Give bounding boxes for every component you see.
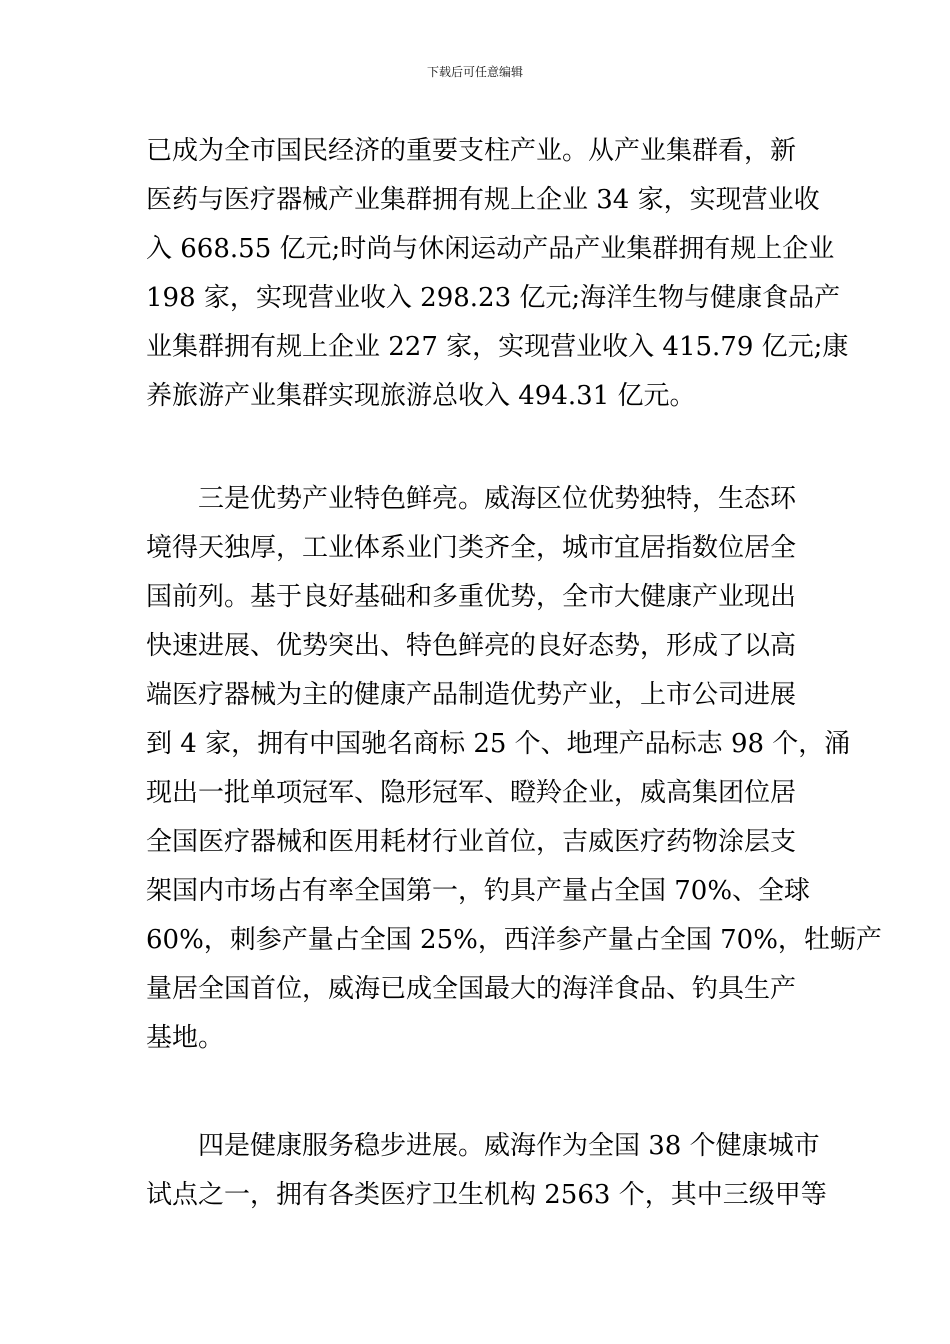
paragraph-health-services <box>146 1122 827 1220</box>
text-line: 快速进展、优势突出、特色鲜亮的良好态势，形成了以高 <box>146 631 797 661</box>
text-line: 业集群拥有规上企业 227 家，实现营业收入 415.79 亿元;康 <box>146 332 849 362</box>
text-line: 已成为全市国民经济的重要支柱产业。从产业集群看，新 <box>146 136 797 166</box>
text-line: 量居全国首位，威海已成全国最大的海洋食品、钓具生产 <box>146 974 797 1004</box>
page-header: 下载后可任意编辑 <box>426 65 523 79</box>
text-line: 医药与医疗器械产业集群拥有规上企业 34 家，实现营业收 <box>146 185 820 215</box>
text-line: 全国医疗器械和医用耗材行业首位，吉威医疗药物涂层支 <box>146 827 797 857</box>
text-line: 国前列。基于良好基础和多重优势，全市大健康产业现出 <box>146 582 797 612</box>
text-line: 三是优势产业特色鲜亮。威海区位优势独特，生态环 <box>146 484 797 514</box>
text-line: 基地。 <box>146 1023 225 1053</box>
text-line: 四是健康服务稳步进展。威海作为全国 38 个健康城市 <box>146 1131 820 1161</box>
text-line: 境得天独厚，工业体系业门类齐全，城市宜居指数位居全 <box>146 533 797 563</box>
text-line: 架国内市场占有率全国第一，钓具产量占全国 70%、全球 <box>146 876 811 906</box>
text-line: 60%，刺参产量占全国 25%，西洋参产量占全国 70%，牡蛎产 <box>146 925 882 955</box>
text-line: 入 668.55 亿元;时尚与休闲运动产品产业集群拥有规上企业 <box>146 234 835 264</box>
text-line: 到 4 家，拥有中国驰名商标 25 个、地理产品标志 98 个，涌 <box>146 729 851 759</box>
text-line: 试点之一，拥有各类医疗卫生机构 2563 个，其中三级甲等 <box>146 1180 827 1210</box>
text-line: 养旅游产业集群实现旅游总收入 494.31 亿元。 <box>146 381 696 411</box>
text-line: 现出一批单项冠军、隐形冠军、瞪羚企业，威高集团位居 <box>146 778 797 808</box>
paragraph-industry-clusters <box>146 127 849 421</box>
paragraph-advantage-industries <box>146 475 882 1063</box>
text-line: 198 家，实现营业收入 298.23 亿元;海洋生物与健康食品产 <box>146 283 841 313</box>
text-line: 端医疗器械为主的健康产品制造优势产业，上市公司进展 <box>146 680 797 710</box>
